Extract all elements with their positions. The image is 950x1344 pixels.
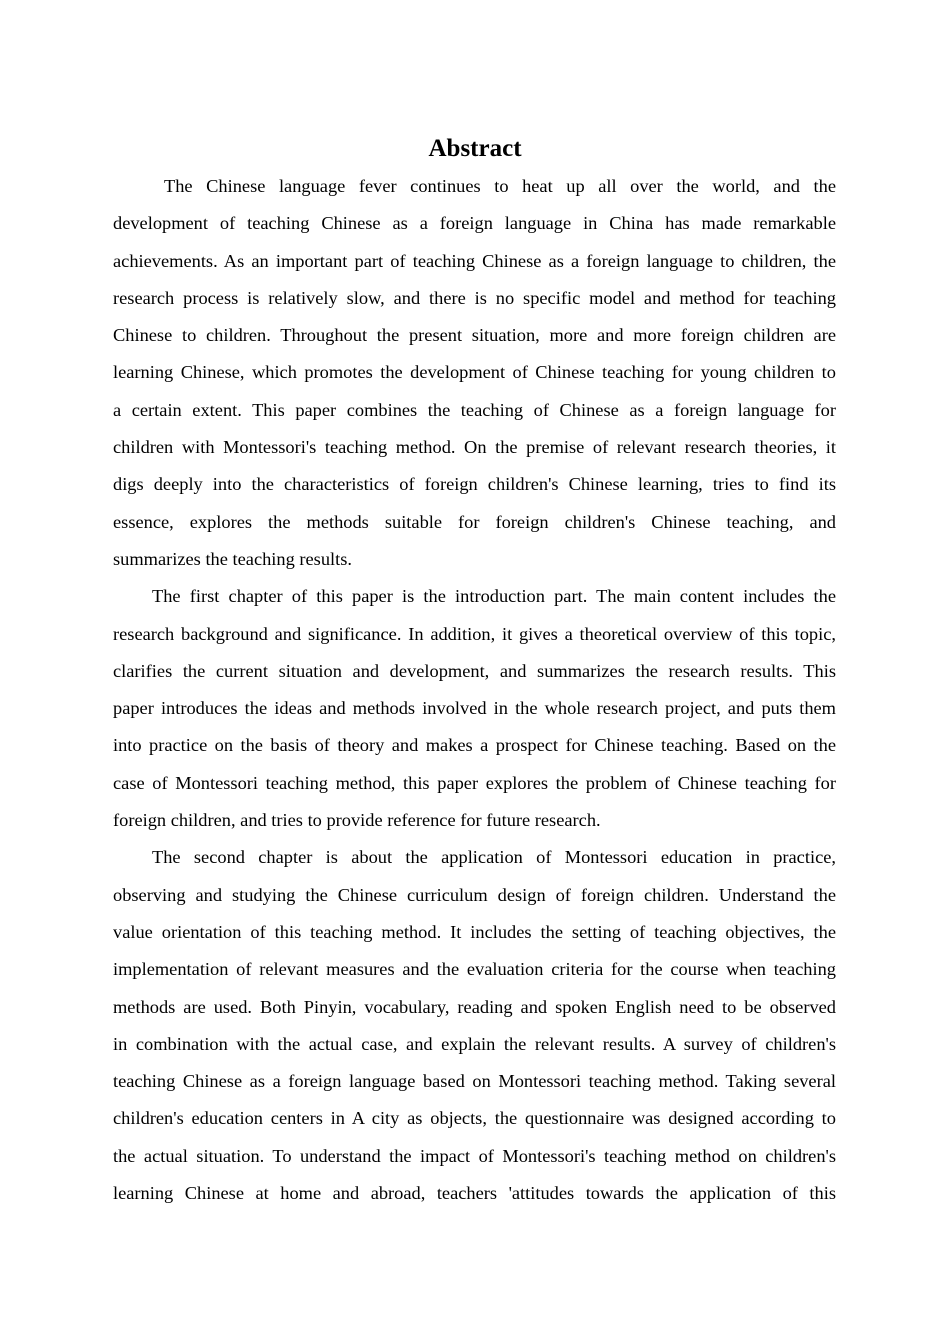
- text-line: research background and significance. In addition, it gives a theoretical overview of this topic,: [113, 623, 836, 644]
- text-line: observing and studying the Chinese curriculum design of foreign children. Understand the: [113, 884, 836, 905]
- paragraph-1: [113, 173, 836, 583]
- text-line: research process is relatively slow, and there is no specific model and method for teaching: [113, 287, 836, 308]
- text-line: essence, explores the methods suitable for foreign children's Chinese teaching, and: [113, 511, 836, 532]
- paragraph-3: [113, 844, 836, 1217]
- text-line: summarizes the teaching results.: [113, 548, 353, 569]
- text-line: case of Montessori teaching method, this paper explores the problem of Chinese teaching for: [113, 772, 836, 793]
- text-line: in combination with the actual case, and explain the relevant results. A survey of children's: [113, 1033, 836, 1054]
- text-line: foreign children, and tries to provide reference for future research.: [113, 810, 601, 831]
- text-line: methods are used. Both Pinyin, vocabulary, reading and spoken English need to be observed: [113, 996, 836, 1017]
- text-line: The first chapter of this paper is the introduction part. The main content includes the: [152, 586, 836, 607]
- text-line: the actual situation. To understand the impact of Montessori's teaching method on children's: [113, 1145, 836, 1166]
- abstract-body: [113, 173, 836, 1217]
- text-line: value orientation of this teaching method. It includes the setting of teaching objectives, the: [113, 921, 836, 942]
- text-line: children with Montessori's teaching method. On the premise of relevant research theories, it: [113, 437, 836, 458]
- text-line: paper introduces the ideas and methods involved in the whole research project, and puts them: [113, 698, 836, 719]
- text-line: development of teaching Chinese as a foreign language in China has made remarkable: [113, 213, 836, 234]
- text-line: implementation of relevant measures and the evaluation criteria for the course when teaching: [113, 959, 836, 980]
- text-line: The Chinese language fever continues to heat up all over the world, and the: [164, 176, 836, 196]
- text-line: a certain extent. This paper combines the teaching of Chinese as a foreign language for: [113, 399, 836, 420]
- text-line: The second chapter is about the application of Montessori education in practice,: [152, 847, 836, 868]
- text-line: Chinese to children. Throughout the present situation, more and more foreign children are: [113, 325, 836, 346]
- text-line: teaching Chinese as a foreign language based on Montessori teaching method. Taking several: [113, 1071, 836, 1092]
- abstract-title: Abstract: [428, 135, 522, 162]
- text-line: learning Chinese, which promotes the development of Chinese teaching for young children to: [113, 362, 836, 383]
- text-line: into practice on the basis of theory and makes a prospect for Chinese teaching. Based on the: [113, 735, 836, 756]
- text-line: digs deeply into the characteristics of foreign children's Chinese learning, tries to find its: [113, 474, 836, 495]
- paragraph-2: [113, 583, 836, 844]
- text-line: clarifies the current situation and development, and summarizes the research results. This: [113, 660, 836, 681]
- text-line: achievements. As an important part of teaching Chinese as a foreign language to children, the: [113, 250, 836, 271]
- text-line: children's education centers in A city as objects, the questionnaire was designed according to: [113, 1108, 836, 1129]
- text-line: learning Chinese at home and abroad, teachers 'attitudes towards the application of this: [113, 1183, 836, 1204]
